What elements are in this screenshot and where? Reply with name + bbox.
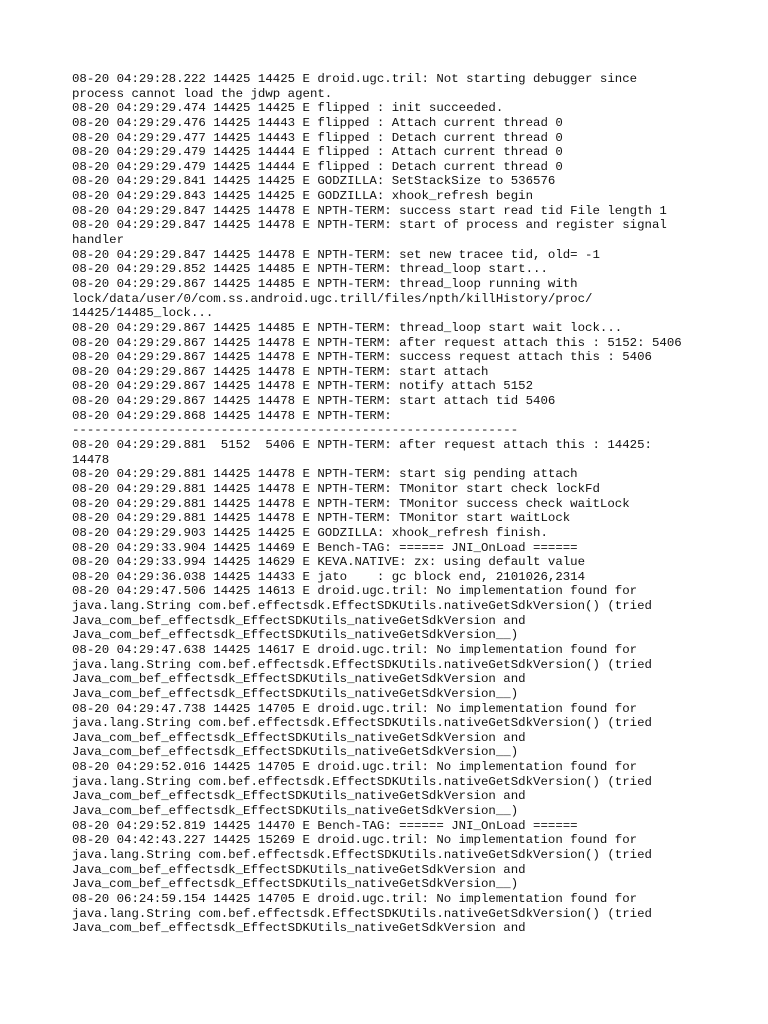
log-line: Java_com_bef_effectsdk_EffectSDKUtils_nativeGetSdkVersion__) xyxy=(72,686,519,701)
log-line: 08-20 04:29:29.841 14425 14425 E GODZILLA: SetStackSize to 536576 xyxy=(72,174,556,189)
log-line: handler xyxy=(72,233,125,248)
log-line: 08-20 04:29:29.843 14425 14425 E GODZILLA: xhook_refresh begin xyxy=(72,189,534,204)
log-line: process cannot load the jdwp agent. xyxy=(72,86,333,101)
log-line: Java_com_bef_effectsdk_EffectSDKUtils_nativeGetSdkVersion__) xyxy=(72,745,519,760)
log-line: 08-20 04:29:28.222 14425 14425 E droid.ugc.tril: Not starting debugger since xyxy=(72,72,638,86)
log-line: 08-20 04:29:33.994 14425 14629 E KEVA.NATIVE: zx: using default value xyxy=(72,555,586,570)
log-line: 08-20 04:29:29.847 14425 14478 E NPTH-TERM: success start read tid File length 1 xyxy=(72,203,667,218)
log-line: Java_com_bef_effectsdk_EffectSDKUtils_nativeGetSdkVersion and xyxy=(72,789,526,804)
log-output xyxy=(72,72,712,936)
log-line: java.lang.String com.bef.effectsdk.EffectSDKUtils.nativeGetSdkVersion() (tried xyxy=(72,657,652,672)
log-line: 08-20 04:29:29.903 14425 14425 E GODZILLA: xhook_refresh finish. xyxy=(72,525,548,540)
log-line: 08-20 04:42:43.227 14425 15269 E droid.ugc.tril: No implementation found for xyxy=(72,833,638,848)
log-line: 08-20 04:29:29.476 14425 14443 E flipped : Attach current thread 0 xyxy=(72,115,563,130)
log-line: 08-20 04:29:52.819 14425 14470 E Bench-TAG: ====== JNI_OnLoad ====== xyxy=(72,818,578,833)
log-line: 08-20 04:29:29.847 14425 14478 E NPTH-TERM: start of process and register signal xyxy=(72,218,667,233)
log-line: 08-20 04:29:29.881 14425 14478 E NPTH-TERM: TMonitor success check waitLock xyxy=(72,496,630,511)
log-line: 14478 xyxy=(72,452,110,467)
log-line: 08-20 04:29:29.867 14425 14478 E NPTH-TERM: after request attach this : 5152: 5406 xyxy=(72,335,682,350)
log-line: java.lang.String com.bef.effectsdk.EffectSDKUtils.nativeGetSdkVersion() (tried xyxy=(72,847,652,862)
log-line: 08-20 04:29:29.867 14425 14478 E NPTH-TERM: start attach xyxy=(72,364,489,379)
log-line: 08-20 04:29:29.847 14425 14478 E NPTH-TERM: set new tracee tid, old= -1 xyxy=(72,247,600,262)
log-line: 08-20 04:29:29.881 14425 14478 E NPTH-TERM: start sig pending attach xyxy=(72,467,578,482)
log-line: 08-20 04:29:29.852 14425 14485 E NPTH-TERM: thread_loop start... xyxy=(72,262,548,277)
log-line: Java_com_bef_effectsdk_EffectSDKUtils_nativeGetSdkVersion__) xyxy=(72,877,519,892)
log-line: 08-20 04:29:29.881 14425 14478 E NPTH-TERM: TMonitor start waitLock xyxy=(72,511,571,526)
log-line: 14425/14485_lock... xyxy=(72,306,214,321)
log-line: 08-20 04:29:29.881 14425 14478 E NPTH-TERM: TMonitor start check lockFd xyxy=(72,481,600,496)
log-line: 08-20 04:29:29.867 14425 14485 E NPTH-TERM: thread_loop running with xyxy=(72,276,578,291)
log-line: Java_com_bef_effectsdk_EffectSDKUtils_nativeGetSdkVersion and xyxy=(72,672,526,687)
log-line: java.lang.String com.bef.effectsdk.EffectSDKUtils.nativeGetSdkVersion() (tried xyxy=(72,774,652,789)
log-line: 08-20 04:29:33.904 14425 14469 E Bench-TAG: ====== JNI_OnLoad ====== xyxy=(72,540,578,555)
log-line: 08-20 04:29:29.867 14425 14485 E NPTH-TERM: thread_loop start wait lock... xyxy=(72,320,623,335)
log-line: Java_com_bef_effectsdk_EffectSDKUtils_nativeGetSdkVersion__) xyxy=(72,628,519,643)
log-line: 08-20 04:29:47.638 14425 14617 E droid.ugc.tril: No implementation found for xyxy=(72,642,638,657)
log-line: 08-20 04:29:29.867 14425 14478 E NPTH-TERM: notify attach 5152 xyxy=(72,379,534,394)
log-line: 08-20 04:29:29.867 14425 14478 E NPTH-TERM: success request attach this : 5406 xyxy=(72,350,652,365)
log-line: 08-20 04:29:52.016 14425 14705 E droid.ugc.tril: No implementation found for xyxy=(72,760,638,775)
log-line: Java_com_bef_effectsdk_EffectSDKUtils_nativeGetSdkVersion__) xyxy=(72,804,519,819)
log-line: 08-20 06:24:59.154 14425 14705 E droid.ugc.tril: No implementation found for xyxy=(72,891,638,906)
log-line: Java_com_bef_effectsdk_EffectSDKUtils_nativeGetSdkVersion and xyxy=(72,921,526,936)
log-line: Java_com_bef_effectsdk_EffectSDKUtils_nativeGetSdkVersion and xyxy=(72,730,526,745)
log-line: 08-20 04:29:47.506 14425 14613 E droid.ugc.tril: No implementation found for xyxy=(72,584,638,599)
log-line: java.lang.String com.bef.effectsdk.EffectSDKUtils.nativeGetSdkVersion() (tried xyxy=(72,716,652,731)
log-line: 08-20 04:29:29.474 14425 14425 E flipped : init succeeded. xyxy=(72,101,504,116)
log-line: Java_com_bef_effectsdk_EffectSDKUtils_nativeGetSdkVersion and xyxy=(72,613,526,628)
log-line: lock/data/user/0/com.ss.android.ugc.trill/files/npth/killHistory/proc/ xyxy=(72,291,593,306)
log-line: 08-20 04:29:29.881 5152 5406 E NPTH-TERM: after request attach this : 14425: xyxy=(72,438,652,453)
log-line: 08-20 04:29:36.038 14425 14433 E jato : gc block end, 2101026,2314 xyxy=(72,569,586,584)
log-line: 08-20 04:29:29.479 14425 14444 E flipped : Attach current thread 0 xyxy=(72,145,563,160)
log-line: 08-20 04:29:29.868 14425 14478 E NPTH-TERM: xyxy=(72,408,392,423)
log-line: 08-20 04:29:47.738 14425 14705 E droid.ugc.tril: No implementation found for xyxy=(72,701,638,716)
log-line: Java_com_bef_effectsdk_EffectSDKUtils_nativeGetSdkVersion and xyxy=(72,862,526,877)
log-line: java.lang.String com.bef.effectsdk.EffectSDKUtils.nativeGetSdkVersion() (tried xyxy=(72,599,652,614)
log-line: java.lang.String com.bef.effectsdk.EffectSDKUtils.nativeGetSdkVersion() (tried xyxy=(72,906,652,921)
log-line: ------------------------------------------------------------ xyxy=(72,423,519,438)
log-line: 08-20 04:29:29.477 14425 14443 E flipped : Detach current thread 0 xyxy=(72,130,563,145)
log-line: 08-20 04:29:29.479 14425 14444 E flipped : Detach current thread 0 xyxy=(72,159,563,174)
log-line: 08-20 04:29:29.867 14425 14478 E NPTH-TERM: start attach tid 5406 xyxy=(72,394,556,409)
